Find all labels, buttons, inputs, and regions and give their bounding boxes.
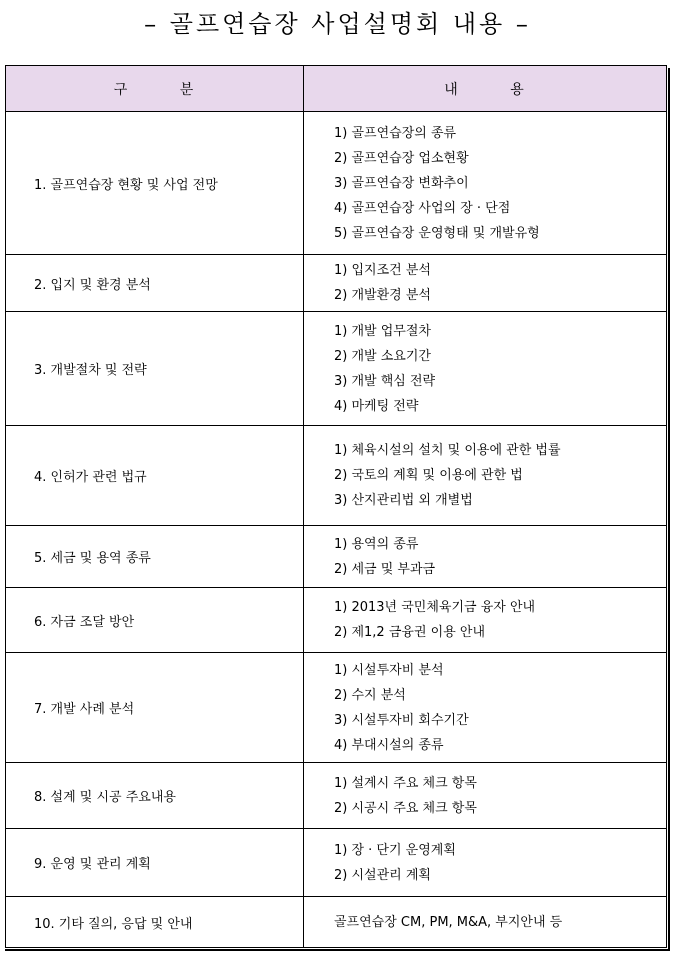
- section-items-cell: [304, 829, 666, 896]
- list-item: 2) 골프연습장 업소현황: [334, 150, 469, 166]
- seminar-contents-table: [5, 65, 667, 948]
- list-item: 1) 장 · 단기 운영계획: [334, 842, 456, 858]
- list-item: 4) 마케팅 전략: [334, 398, 419, 414]
- section-title: 8. 설계 및 시공 주요내용: [34, 790, 176, 805]
- list-item: 2) 수지 분석: [334, 687, 406, 703]
- list-item: 3) 산지관리법 외 개별법: [334, 493, 473, 508]
- section-items-cell: [304, 426, 666, 525]
- list-item: 1) 골프연습장의 종류: [334, 125, 457, 141]
- section-title-cell: [6, 526, 304, 587]
- section-title: 5. 세금 및 용역 종류: [34, 551, 151, 566]
- section-title-cell: [6, 653, 304, 762]
- section-items-cell: [304, 588, 666, 652]
- list-item: 1) 설계시 주요 체크 항목: [334, 775, 477, 791]
- header-contents: [304, 66, 666, 111]
- table-row: [6, 829, 666, 897]
- list-item: 2) 개발환경 분석: [334, 288, 431, 303]
- section-title-cell: [6, 426, 304, 525]
- list-item: 1) 2013년 국민체육기금 융자 안내: [334, 600, 536, 615]
- section-title: 6. 자금 조달 방안: [34, 614, 135, 630]
- header-category-label: 구 분: [113, 81, 196, 98]
- list-item: 4) 부대시설의 종류: [334, 737, 444, 753]
- table-row: [6, 255, 666, 312]
- list-item: 2) 시설관리 계획: [334, 867, 431, 883]
- section-title: 2. 입지 및 환경 분석: [34, 277, 151, 293]
- list-item: 1) 용역의 종류: [334, 536, 419, 552]
- list-item: 1) 입지조건 분석: [334, 263, 431, 278]
- list-item: 1) 개발 업무절차: [334, 323, 431, 339]
- section-items-cell: [304, 526, 666, 587]
- section-title-cell: [6, 112, 304, 254]
- section-title: 4. 인허가 관련 법규: [34, 470, 147, 485]
- section-items-cell: [304, 897, 666, 948]
- list-item: 5) 골프연습장 운영형태 및 개발유형: [334, 225, 540, 241]
- section-items-cell: [304, 653, 666, 762]
- page-title: – 골프연습장 사업설명회 내용 –: [144, 10, 531, 38]
- list-item: 1) 체육시설의 설치 및 이용에 관한 법률: [334, 443, 561, 458]
- list-item: 2) 제1,2 금융권 이용 안내: [334, 625, 486, 640]
- list-item: 골프연습장 CM, PM, M&A, 부지안내 등: [334, 915, 563, 930]
- section-title: 7. 개발 사례 분석: [34, 702, 135, 717]
- list-item: 4) 골프연습장 사업의 장 · 단점: [334, 200, 511, 216]
- list-item: 2) 국토의 계획 및 이용에 관한 법: [334, 468, 523, 483]
- table-row: [6, 526, 666, 588]
- list-item: 2) 세금 및 부과금: [334, 561, 436, 577]
- table-row: [6, 653, 666, 763]
- table-row: [6, 312, 666, 426]
- list-item: 2) 시공시 주요 체크 항목: [334, 800, 477, 816]
- section-title: 9. 운영 및 관리 계획: [34, 857, 151, 872]
- section-title: 10. 기타 질의, 응답 및 안내: [34, 917, 193, 932]
- table-row: [6, 112, 666, 255]
- section-title: 3. 개발절차 및 전략: [34, 363, 147, 378]
- section-title-cell: [6, 763, 304, 828]
- section-title: 1. 골프연습장 현황 및 사업 전망: [34, 177, 218, 193]
- table-header-row: [6, 66, 666, 112]
- header-category: [6, 66, 304, 111]
- list-item: 3) 개발 핵심 전략: [334, 373, 436, 389]
- list-item: 2) 개발 소요기간: [334, 348, 431, 364]
- section-title-cell: [6, 255, 304, 311]
- header-contents-label: 내 용: [444, 81, 526, 98]
- table-row: [6, 588, 666, 653]
- section-items-cell: [304, 312, 666, 425]
- section-items-cell: [304, 255, 666, 311]
- list-item: 3) 골프연습장 변화추이: [334, 175, 469, 191]
- section-items-cell: [304, 112, 666, 254]
- list-item: 3) 시설투자비 회수기간: [334, 712, 469, 728]
- table-body: [6, 112, 666, 948]
- section-title-cell: [6, 312, 304, 425]
- section-title-cell: [6, 588, 304, 652]
- table-row: [6, 897, 666, 948]
- list-item: 1) 시설투자비 분석: [334, 662, 444, 678]
- section-title-cell: [6, 897, 304, 948]
- section-title-cell: [6, 829, 304, 896]
- table-row: [6, 763, 666, 829]
- table-row: [6, 426, 666, 526]
- section-items-cell: [304, 763, 666, 828]
